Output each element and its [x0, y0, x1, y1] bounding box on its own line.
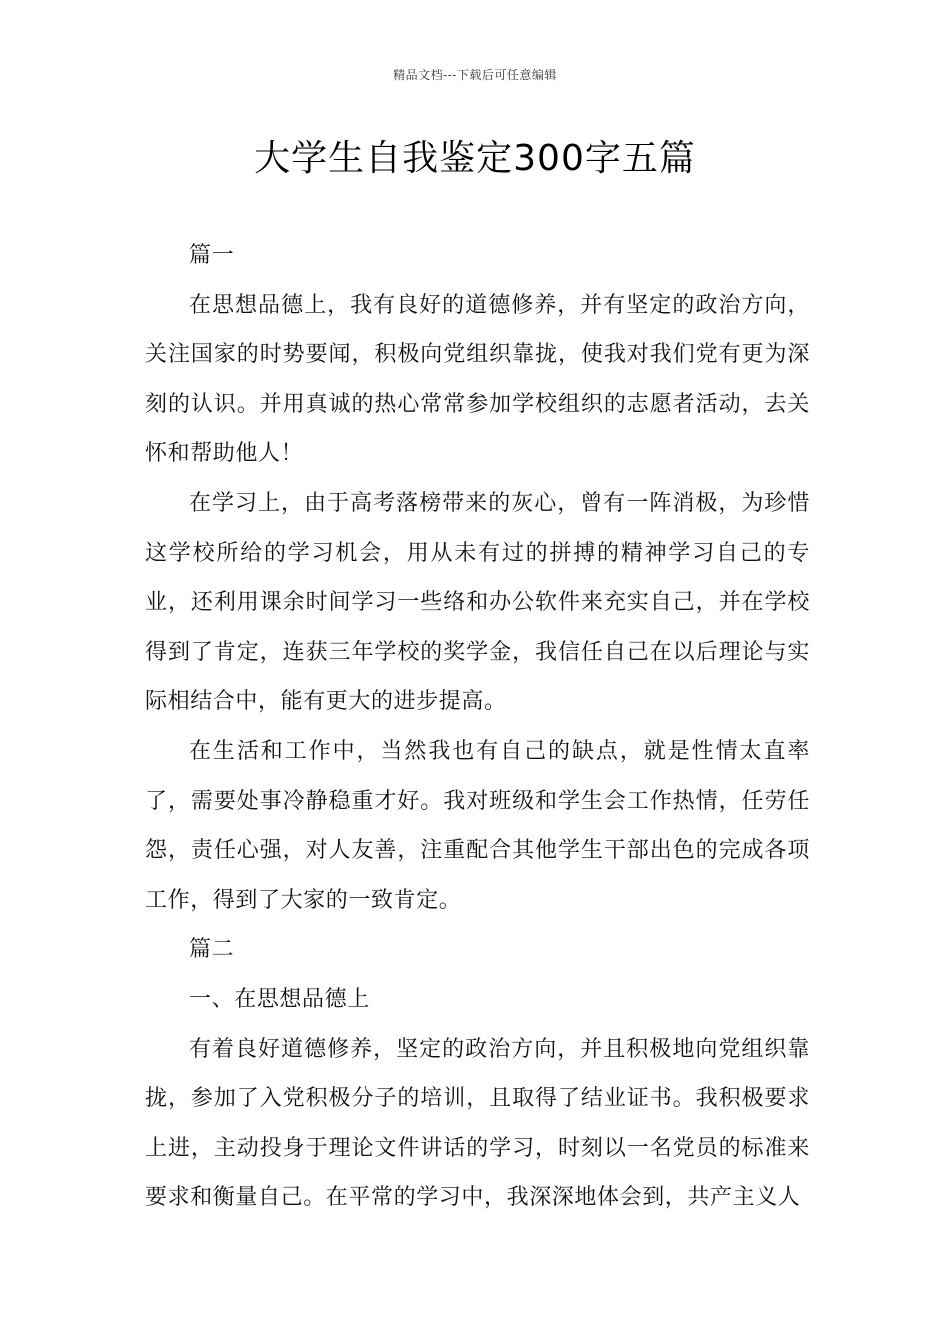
subsection-heading: 一、在思想品德上 — [189, 986, 370, 1012]
section-heading-1: 篇一 — [189, 243, 235, 268]
document-title: 大学生自我鉴定300字五篇 — [254, 138, 696, 179]
section-heading-2: 篇二 — [189, 937, 235, 963]
document-body — [145, 231, 810, 1223]
paragraph-ideology: 在思想品德上，我有良好的道德修养，并有坚定的政治方向，关注国家的时势要闻，积极向党组织靠拢，使我对我们党有更为深刻的认识。并用真诚的热心常常参加学校组织的志愿者活动，去关怀和帮助他人！ — [145, 292, 810, 467]
paragraph-life-work: 在生活和工作中，当然我也有自己的缺点，就是性情太直率了，需要处事冷静稳重才好。我对班级和学生会工作热情，任劳任怨，责任心强，对人友善，注重配合其他学生干部出色的完成各项工作，得到了大家的一致肯定。 — [145, 738, 810, 913]
header-note: 精品文档---下载后可任意编辑 — [393, 68, 557, 82]
paragraph-study: 在学习上，由于高考落榜带来的灰心，曾有一阵消极，为珍惜这学校所给的学习机会，用从未有过的拼搏的精神学习自己的专业，还利用课余时间学习一些络和办公软件来充实自己，并在学校得到了肯定，连获三年学校的奖学金，我信任自己在以后理论与实际相结合中，能有更大的进步提高。 — [145, 490, 810, 715]
paragraph-morality: 有着良好道德修养，坚定的政治方向，并且积极地向党组织靠拢，参加了入党积极分子的培训，且取得了结业证书。我积极要求上进，主动投身于理论文件讲话的学习，时刻以一名党员的标准来要求和衡量自己。在平常的学习中，我深深地体会到，共产主义人 — [145, 1036, 810, 1211]
